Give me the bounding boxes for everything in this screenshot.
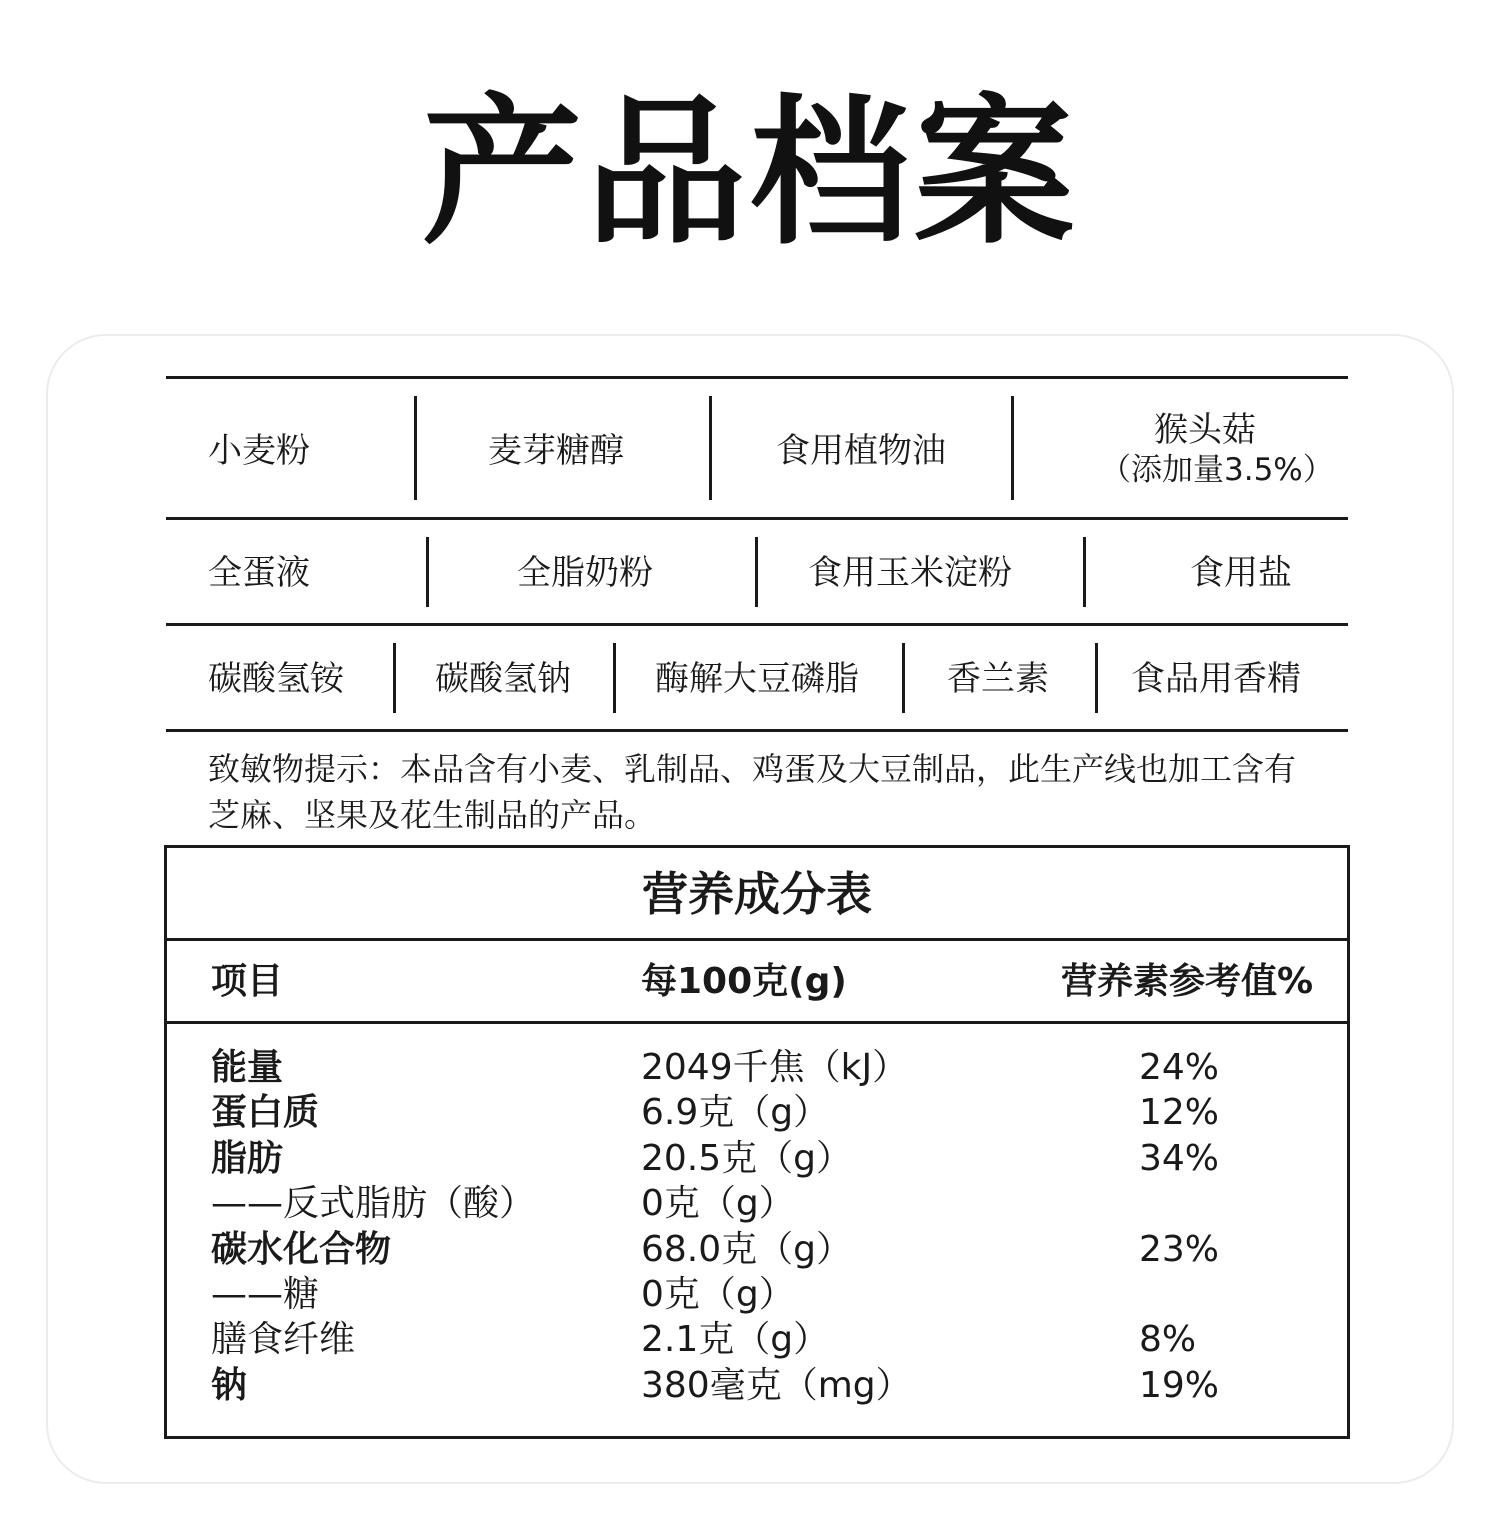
table-row xyxy=(167,1227,1347,1272)
table-row xyxy=(167,1090,1347,1135)
ingredient-cell: 麦芽糖醇 xyxy=(488,431,624,471)
nutrient-amount: 0克（g） xyxy=(641,1274,795,1315)
nutrient-name: 膳食纤维 xyxy=(211,1319,356,1361)
nutrient-amount: 68.0克（g） xyxy=(641,1228,853,1270)
nutrient-nrv: 19% xyxy=(1139,1364,1220,1406)
nutrient-amount: 0克（g） xyxy=(641,1183,795,1225)
ingredient-cell: 酶解大豆磷脂 xyxy=(655,659,859,699)
ingredient-cell: 香兰素 xyxy=(947,659,1049,699)
nutrient-nrv: 8% xyxy=(1139,1319,1197,1361)
ingredient-cell: 碳酸氢钠 xyxy=(435,659,571,699)
nutrition-header-nrv: 营养素参考值% xyxy=(1061,961,1314,1002)
nutrient-name: 脂肪 xyxy=(211,1137,284,1179)
table-rule xyxy=(166,729,1348,732)
nutrition-table xyxy=(164,845,1350,1439)
ingredient-cell: 食用玉米淀粉 xyxy=(808,553,1012,593)
ingredient-cell: 全蛋液 xyxy=(208,553,310,593)
table-rule xyxy=(166,623,1348,626)
page-title: 产品档案 xyxy=(421,79,1078,266)
ingredient-cell: 食用植物油 xyxy=(776,431,946,471)
ingredient-cell xyxy=(1100,410,1334,490)
ingredient-cell: 碳酸氢铵 xyxy=(208,659,344,699)
nutrient-amount: 2049千焦（kJ） xyxy=(641,1047,909,1088)
table-rule xyxy=(166,517,1348,520)
nutrition-rule xyxy=(167,1021,1347,1024)
nutrition-header-item: 项目 xyxy=(211,961,284,1002)
nutrient-nrv: 34% xyxy=(1139,1137,1220,1179)
ingredient-cell: 食用盐 xyxy=(1190,553,1292,593)
ingredient-cell: 小麦粉 xyxy=(208,431,310,471)
allergen-note: 致敏物提示：本品含有小麦、乳制品、鸡蛋及大豆制品，此生产线也加工含有芝麻、坚果及花生制品的产品。 xyxy=(208,750,1297,834)
table-rule xyxy=(166,376,1348,379)
table-row xyxy=(167,1136,1347,1181)
nutrient-amount: 6.9克（g） xyxy=(641,1092,830,1134)
column-divider xyxy=(709,396,712,500)
nutrition-header-amount: 每100克(g) xyxy=(641,961,847,1002)
nutrient-nrv: 23% xyxy=(1139,1228,1220,1270)
table-row xyxy=(167,1272,1347,1317)
nutrient-name: 能量 xyxy=(211,1047,284,1088)
nutrient-amount: 2.1克（g） xyxy=(641,1319,830,1361)
column-divider xyxy=(426,537,429,607)
nutrient-amount: 380毫克（mg） xyxy=(641,1364,912,1406)
ingredient-cell: 全脂奶粉 xyxy=(517,553,653,593)
column-divider xyxy=(1095,643,1098,713)
column-divider xyxy=(1011,396,1014,500)
nutrient-amount: 20.5克（g） xyxy=(641,1137,853,1179)
nutrient-nrv: 24% xyxy=(1139,1047,1220,1088)
ingredient-name: 猴头菇 xyxy=(1154,410,1256,450)
table-row xyxy=(167,1045,1347,1090)
ingredient-addition-note: （添加量3.5%） xyxy=(1100,452,1334,488)
nutrient-name: 钠 xyxy=(211,1364,248,1406)
table-row xyxy=(167,1181,1347,1226)
column-divider xyxy=(902,643,905,713)
nutrition-title: 营养成分表 xyxy=(642,867,872,921)
nutrient-name: ——糖 xyxy=(211,1274,320,1315)
nutrient-nrv: 12% xyxy=(1139,1092,1220,1134)
nutrient-name: 碳水化合物 xyxy=(211,1228,392,1270)
table-row xyxy=(167,1363,1347,1408)
nutrition-rule xyxy=(167,938,1347,941)
table-row xyxy=(167,1317,1347,1362)
ingredient-cell: 食品用香精 xyxy=(1131,659,1301,699)
column-divider xyxy=(755,537,758,607)
column-divider xyxy=(613,643,616,713)
nutrient-name: ——反式脂肪（酸） xyxy=(211,1183,536,1225)
column-divider xyxy=(1083,537,1086,607)
column-divider xyxy=(393,643,396,713)
column-divider xyxy=(414,396,417,500)
nutrient-name: 蛋白质 xyxy=(211,1092,320,1134)
